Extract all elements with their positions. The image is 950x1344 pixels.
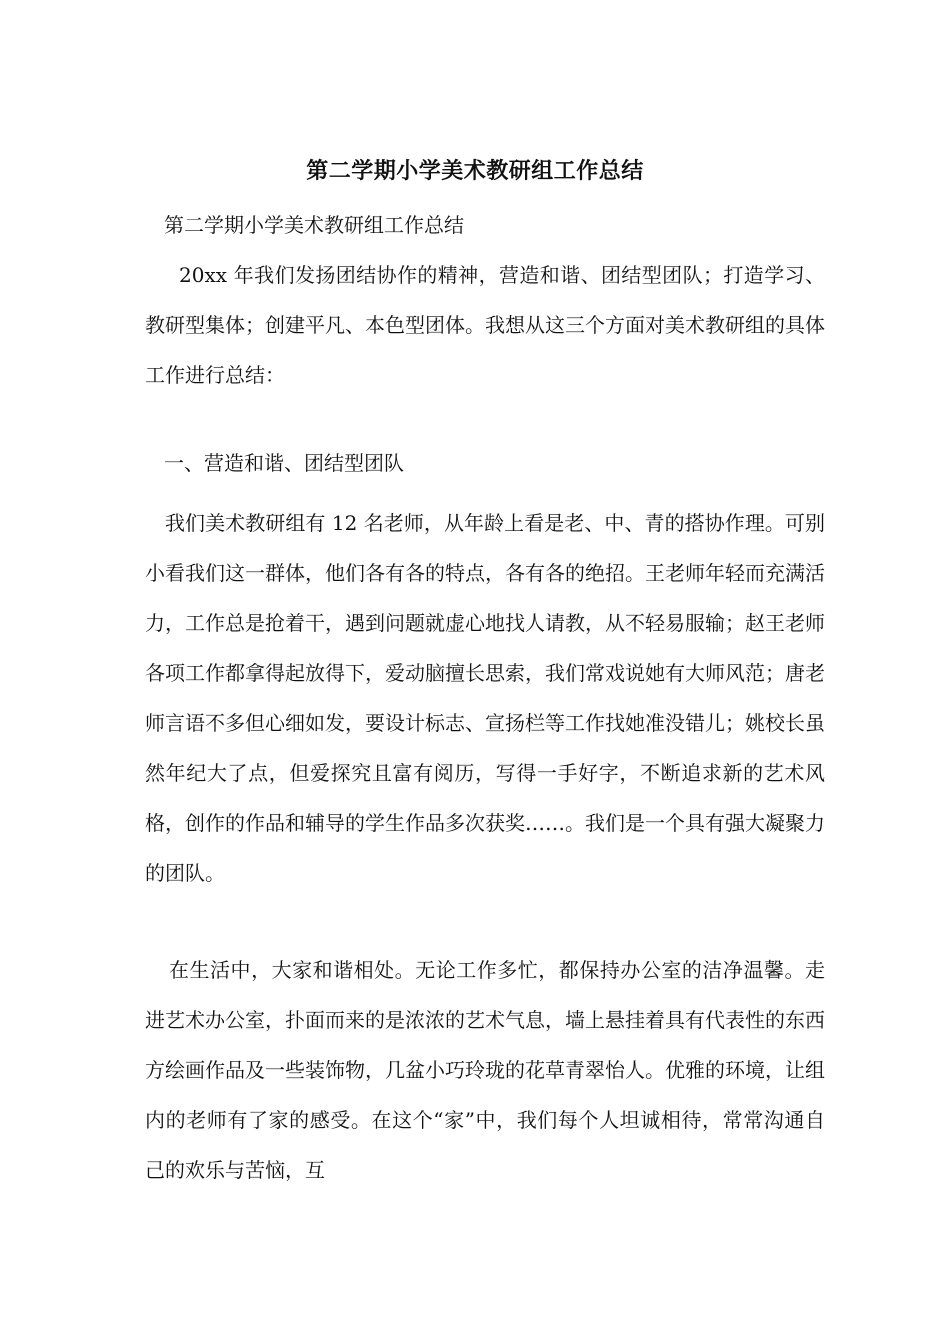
section-heading: 一、营造和谐、团结型团队 — [164, 451, 404, 475]
document-subtitle: 第二学期小学美术教研组工作总结 — [164, 213, 464, 237]
paragraph-team: 我们美术教研组有 12 名老师，从年龄上看是老、中、青的搭协作理。可别小看我们这一群体，他们各有各的特点，各有各的绝招。王老师年轻而充满活力，工作总是抢着干，遇到问题就虚心地找人请教，从不轻易服输；赵王老师各项工作都拿得起放得下，爱动脑擅长思索，我们常戏说她有大师风范；唐老师言语不多但心细如发，要设计标志、宣扬栏等工作找她准没错儿；姚校长虽然年纪大了点，但爱探究且富有阅历，写得一手好字，不断追求新的艺术风格，创作的作品和辅导的学生作品多次获奖……。我们是一个具有强大凝聚力的团队。 — [145, 511, 825, 885]
paragraph-life: 在生活中，大家和谐相处。无论工作多忙，都保持办公室的洁净温馨。走进艺术办公室，扑面而来的是浓浓的艺术气息，墙上悬挂着具有代表性的东西方绘画作品及一些装饰物，几盆小巧玲珑的花草青翠怡人。优雅的环境，让组内的老师有了家的感受。在这个“家”中，我们每个人坦诚相待，常常沟通自己的欢乐与苦恼，互 — [145, 958, 825, 1182]
paragraph-intro: 20xx 年我们发扬团结协作的精神，营造和谐、团结型团队；打造学习、教研型集体；创建平凡、本色型团体。我想从这三个方面对美术教研组的具体工作进行总结： — [145, 263, 825, 387]
document-title: 第二学期小学美术教研组工作总结 — [306, 159, 644, 184]
